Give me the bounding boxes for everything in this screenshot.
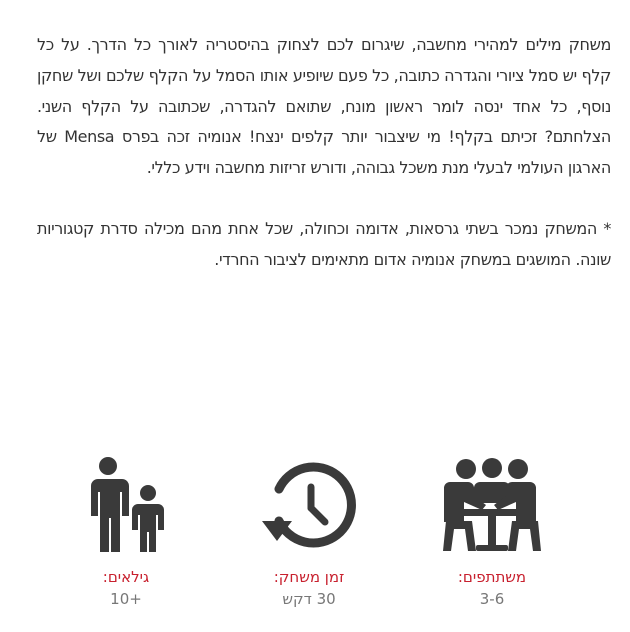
players-label: משתתפים: [457,568,527,586]
product-description [37,30,611,276]
feature-ages [51,455,201,610]
play-time-label: זמן משחק: [273,568,345,586]
ages-value: +10 [110,590,142,608]
game-features [0,455,630,625]
clock-history-icon [259,455,359,555]
adult-child-icon [76,455,176,555]
description-paragraph-main: משחק מילים למהירי מחשבה, שיגרום לכם לצחוק בהיסטריה לאורך כל הדרך. על כל קלף יש סמל ציורי והגדרה כתובה, כל פעם שיופיע אותו הסמל על הקלף שלכם ושל שחקן נוסף, כל אחד ינסה לומר ראשון מונח, שתואם להגדרה, שכתובה על הקלף השני. הצלחתם? זכיתם בקלף! מי שיצבור יותר קלפים ינצח! אנומיה זכה בפרס Mensa של הארגון העולמי לבעלי מנת משכל גבוהה, ודורש זריזות מחשבה וידע כללי. [37,35,611,178]
players-value: 3-6 [479,590,505,608]
feature-play-time [234,455,384,610]
play-time-value: 30 דקש [282,590,336,608]
meeting-people-icon [442,455,542,555]
ages-label: גילאים: [102,568,150,586]
description-paragraph-note: * המשחק נמכר בשתי גרסאות, אדומה וכחולה, שכל אחת מהם מכילה סדרת קטגוריות שונה. המושגים במשחק אנומיה אדום מתאימים לציבור החרדי. [37,218,611,269]
feature-players [417,455,567,610]
paragraph-gap [37,184,611,214]
